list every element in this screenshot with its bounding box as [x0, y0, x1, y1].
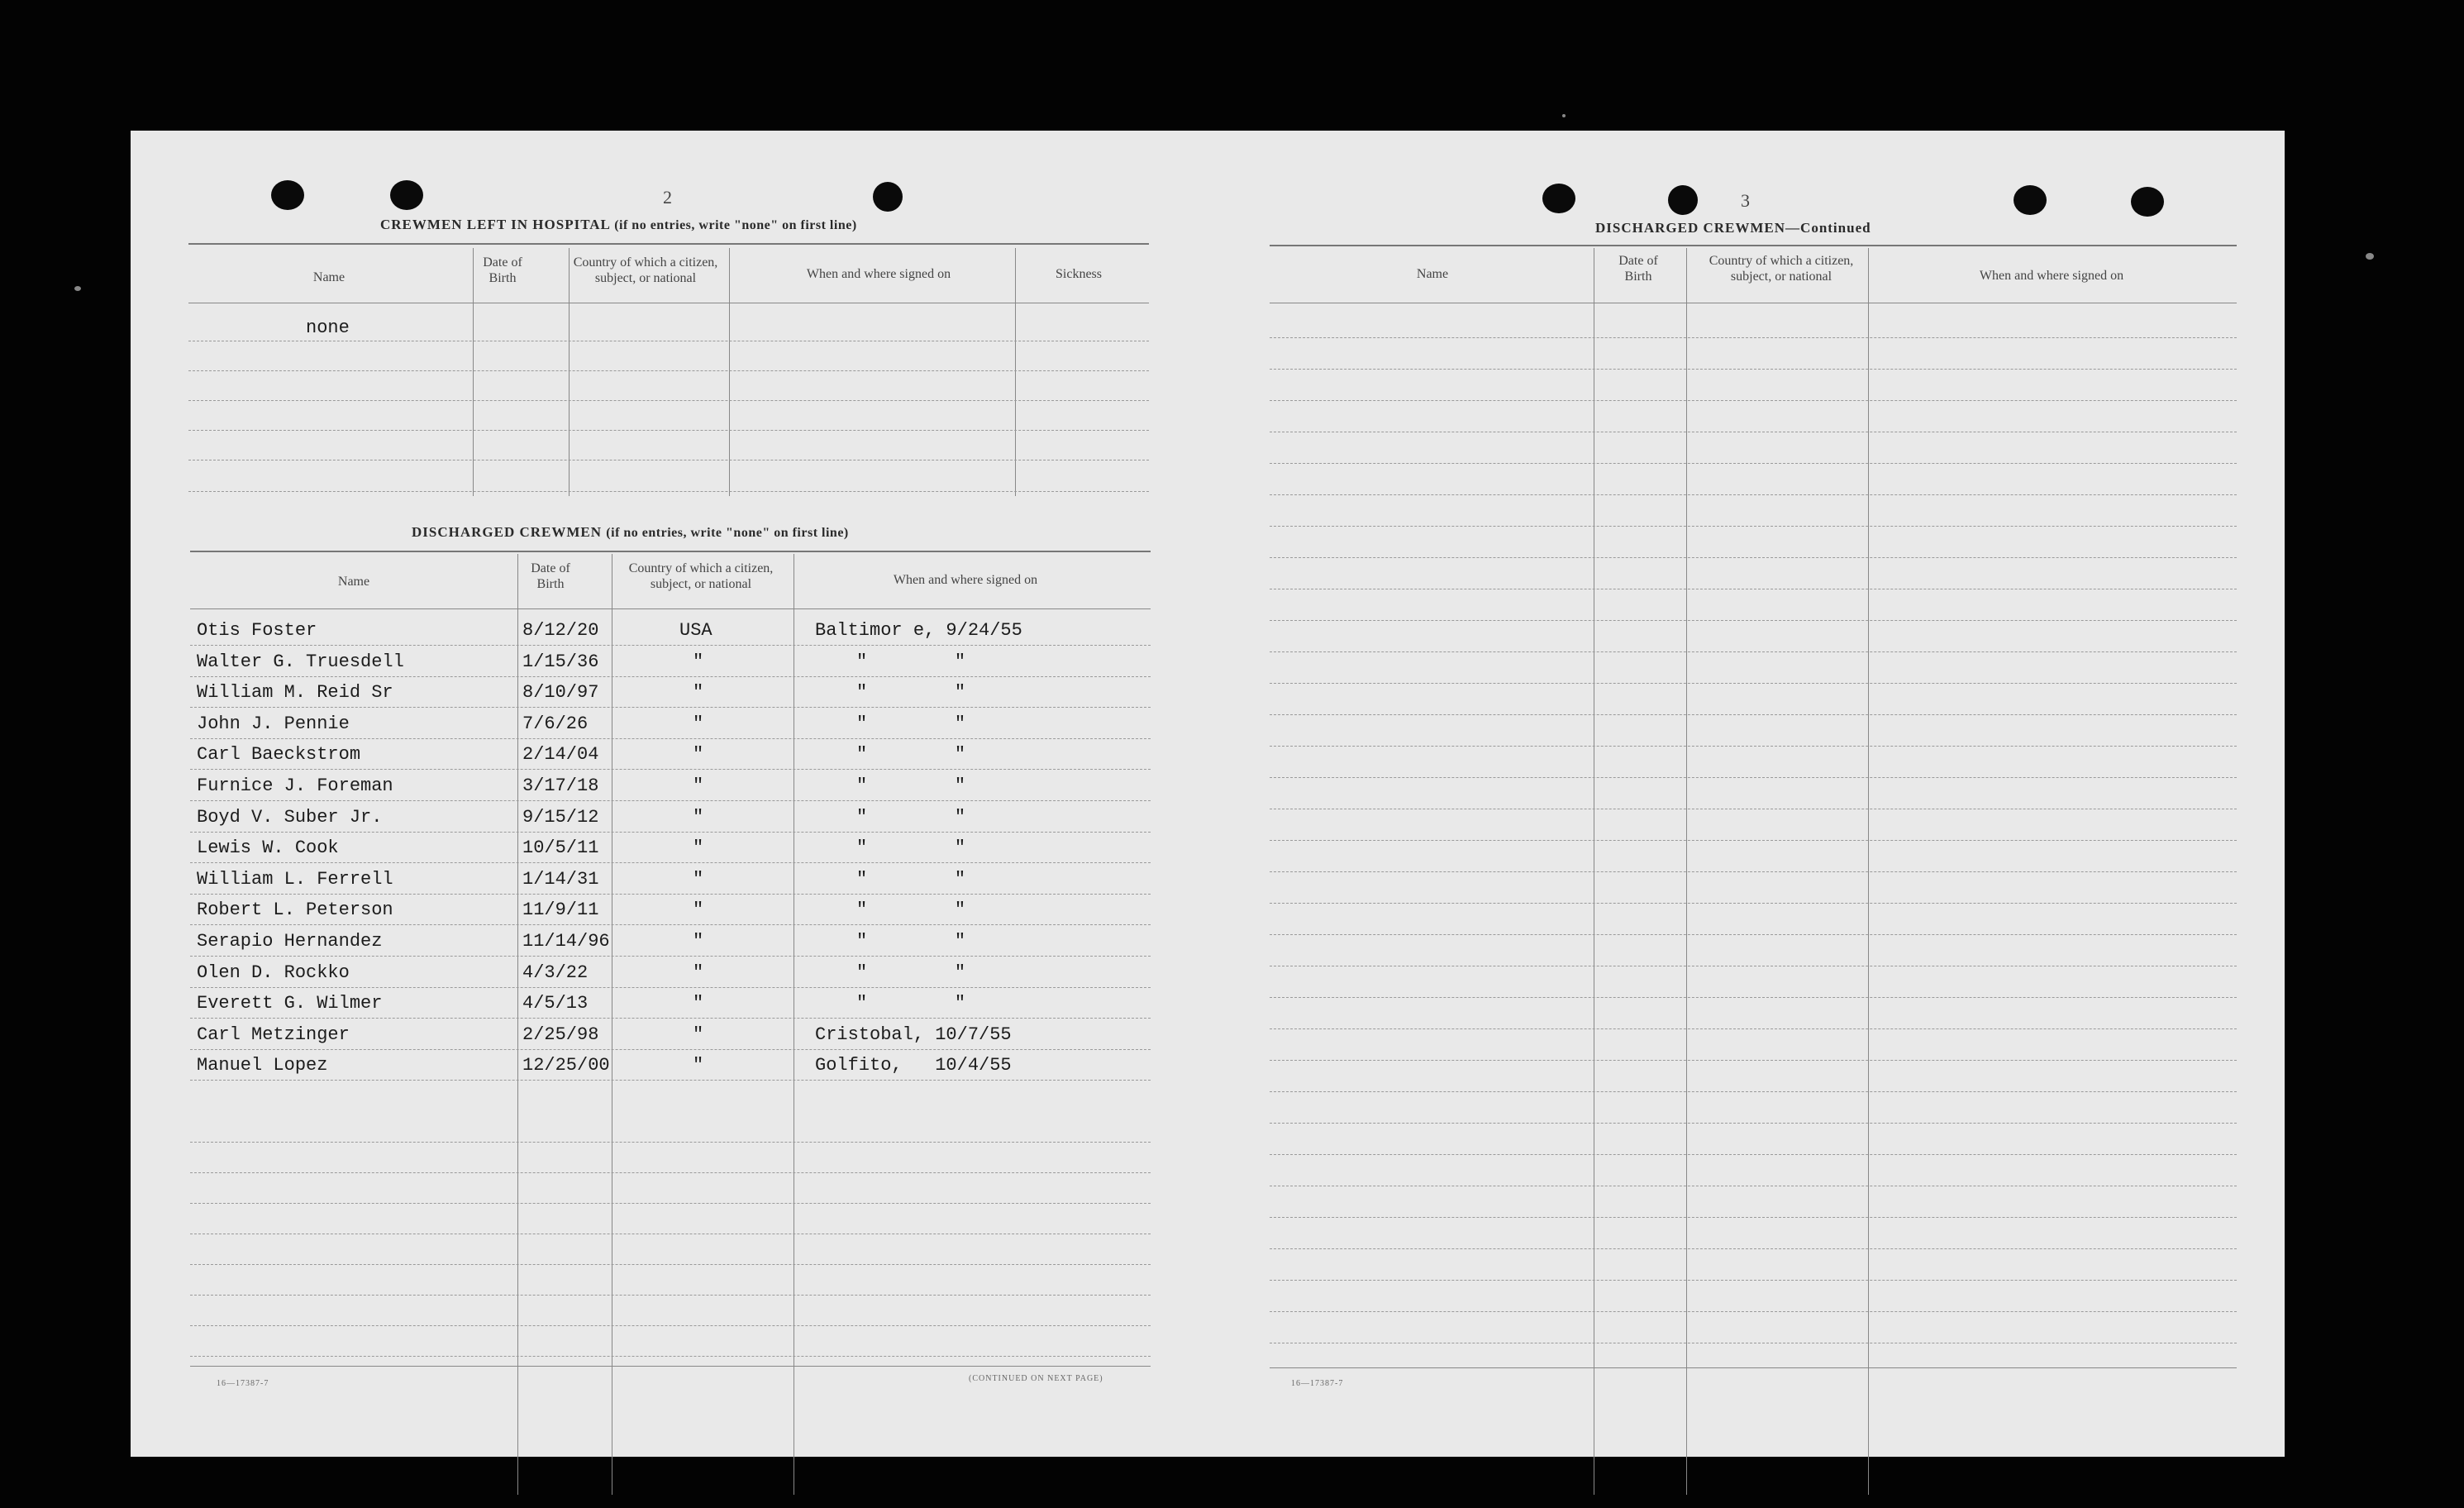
crewman-dob: 3/17/18 [522, 775, 599, 796]
punch-hole [390, 180, 423, 210]
crewman-name: Lewis W. Cook [197, 838, 339, 858]
hospital-row-line [188, 460, 1149, 461]
discharged-title-text: DISCHARGED CREWMEN [412, 524, 603, 540]
table-row-line [190, 1018, 1151, 1019]
crewman-signed-on: " " [856, 744, 966, 765]
table-row-line [190, 1203, 1151, 1204]
table-row-line [190, 832, 1151, 833]
table-row-line [1270, 934, 2237, 935]
crewman-name: Carl Baeckstrom [197, 744, 361, 765]
table-row-line [190, 1295, 1151, 1296]
table-bottom-rule [190, 1366, 1151, 1367]
table-row-line [190, 1356, 1151, 1357]
crewman-signed-on: " " [856, 713, 966, 734]
table-row-line [1270, 1060, 2237, 1061]
crewman-country: " [693, 931, 704, 952]
crewman-dob: 2/14/04 [522, 744, 599, 765]
right-col-when: When and where signed on [1979, 269, 2124, 283]
crewman-signed-on: " " [856, 807, 966, 828]
punch-hole [1542, 184, 1575, 213]
crewman-name: Serapio Hernandez [197, 931, 383, 952]
crewman-dob: 4/3/22 [522, 962, 589, 983]
scan-speck [2366, 253, 2374, 260]
table-row-line [1270, 1091, 2237, 1092]
crewman-name: Robert L. Peterson [197, 900, 393, 920]
crewman-country: " [693, 1055, 704, 1076]
discharged-header-rule [190, 608, 1151, 609]
crewman-signed-on: " " [856, 931, 966, 952]
right-top-rule [1270, 245, 2237, 246]
table-row-line [1270, 1028, 2237, 1029]
table-row-line [1270, 369, 2237, 370]
table-row-line [1270, 620, 2237, 621]
hospital-col-when: When and where signed on [806, 267, 951, 281]
crewman-dob: 7/6/26 [522, 713, 589, 734]
table-row-line [190, 707, 1151, 708]
crewman-country: " [693, 869, 704, 890]
hospital-col-sickness: Sickness [1056, 267, 1102, 281]
crewman-dob: 10/5/11 [522, 838, 599, 858]
table-row-line [190, 894, 1151, 895]
table-row-line [1270, 1311, 2237, 1312]
crewman-name: Everett G. Wilmer [197, 993, 383, 1014]
crewman-dob: 1/15/36 [522, 651, 599, 672]
right-form-number: 16—17387-7 [1291, 1379, 1344, 1388]
discharged-col-dob: Date of Birth [531, 561, 570, 591]
table-row-line [190, 1080, 1151, 1081]
discharged-top-rule [190, 551, 1151, 552]
right-col-dob: Date of Birth [1618, 254, 1658, 284]
left-form-number: 16—17387-7 [217, 1379, 269, 1388]
hospital-col-dob: Date of Birth [483, 255, 522, 285]
punch-hole [271, 180, 304, 210]
table-row-line [1270, 557, 2237, 558]
table-row-line [1270, 494, 2237, 495]
table-row-line [190, 676, 1151, 677]
hospital-first-entry: none [306, 317, 350, 338]
table-row-line [190, 862, 1151, 863]
punch-hole [1668, 185, 1698, 215]
table-row-line [190, 738, 1151, 739]
crewman-signed-on: Golfito, 10/4/55 [815, 1055, 1012, 1076]
table-row-line [190, 956, 1151, 957]
crewman-name: Boyd V. Suber Jr. [197, 807, 383, 828]
crewman-name: Olen D. Rockko [197, 962, 350, 983]
crewman-country: " [693, 651, 704, 672]
crewman-dob: 1/14/31 [522, 869, 599, 890]
table-row-line [190, 1264, 1151, 1265]
scan-speck [1562, 114, 1566, 117]
table-row-line [190, 645, 1151, 646]
table-row-line [1270, 1123, 2237, 1124]
discharged-divider [517, 554, 518, 1495]
crewman-signed-on: " " [856, 651, 966, 672]
table-row-line [1270, 651, 2237, 652]
table-row-line [190, 924, 1151, 925]
crewman-country: " [693, 993, 704, 1014]
crewman-name: John J. Pennie [197, 713, 350, 734]
table-row-line [1270, 1154, 2237, 1155]
crewman-country: " [693, 962, 704, 983]
hospital-divider [473, 248, 474, 496]
crewman-signed-on: " " [856, 775, 966, 796]
right-col-country: Country of which a citizen, subject, or national [1709, 254, 1854, 284]
crewman-signed-on: " " [856, 682, 966, 703]
hospital-row-line [188, 491, 1149, 492]
crewman-name: William L. Ferrell [197, 869, 393, 890]
table-row-line [1270, 840, 2237, 841]
table-row-line [1270, 337, 2237, 338]
continued-note: (CONTINUED ON NEXT PAGE) [969, 1374, 1103, 1383]
crewman-country: " [693, 838, 704, 858]
hospital-row-line [188, 430, 1149, 431]
right-section-title: DISCHARGED CREWMEN—Continued [1595, 220, 1871, 236]
crewman-name: Manuel Lopez [197, 1055, 328, 1076]
hospital-row-line [188, 370, 1149, 371]
hospital-section-title [380, 217, 857, 233]
table-row-line [1270, 526, 2237, 527]
punch-hole [2014, 185, 2047, 215]
crewman-country: " [693, 775, 704, 796]
left-page-number: 2 [663, 187, 672, 208]
hospital-col-country: Country of which a citizen, subject, or national [573, 255, 718, 285]
table-row-line [190, 1325, 1151, 1326]
discharged-col-name: Name [337, 575, 370, 589]
crewman-dob: 11/14/96 [522, 931, 610, 952]
crewman-dob: 8/10/97 [522, 682, 599, 703]
table-row-line [1270, 871, 2237, 872]
scan-speck [74, 286, 81, 291]
discharged-section-title [412, 524, 849, 541]
crewman-signed-on: " " [856, 869, 966, 890]
hospital-row-line [188, 400, 1149, 401]
crewman-dob: 11/9/11 [522, 900, 599, 920]
table-bottom-rule [1270, 1367, 2237, 1368]
crewman-name: Carl Metzinger [197, 1024, 350, 1045]
table-row-line [1270, 1248, 2237, 1249]
hospital-divider [729, 248, 730, 496]
crewman-country: " [693, 744, 704, 765]
crewman-name: William M. Reid Sr [197, 682, 393, 703]
crewman-signed-on: " " [856, 900, 966, 920]
hospital-title-text: CREWMEN LEFT IN HOSPITAL [380, 217, 610, 232]
crewman-signed-on: Cristobal, 10/7/55 [815, 1024, 1012, 1045]
table-row-line [190, 1142, 1151, 1143]
document-sheet [131, 131, 2285, 1457]
punch-hole [2131, 187, 2164, 217]
table-row-line [1270, 777, 2237, 778]
hospital-top-rule [188, 243, 1149, 245]
crewman-signed-on: " " [856, 838, 966, 858]
hospital-divider [1015, 248, 1016, 496]
table-row-line [1270, 463, 2237, 464]
punch-hole [873, 182, 903, 212]
discharged-col-when: When and where signed on [893, 573, 1038, 587]
right-page-number: 3 [1741, 190, 1750, 211]
table-row-line [190, 987, 1151, 988]
crewman-country: " [693, 807, 704, 828]
table-row-line [1270, 997, 2237, 998]
hospital-divider [569, 248, 570, 496]
hospital-col-name: Name [312, 270, 346, 284]
crewman-name: Otis Foster [197, 620, 317, 641]
discharged-col-country: Country of which a citizen, subject, or national [628, 561, 774, 591]
table-row-line [190, 769, 1151, 770]
crewman-country: " [693, 682, 704, 703]
crewman-dob: 2/25/98 [522, 1024, 599, 1045]
crewman-dob: 9/15/12 [522, 807, 599, 828]
hospital-note: (if no entries, write "none" on first line) [614, 218, 857, 232]
table-row-line [1270, 683, 2237, 684]
crewman-name: Walter G. Truesdell [197, 651, 404, 672]
table-row-line [1270, 746, 2237, 747]
right-col-name: Name [1416, 267, 1449, 281]
crewman-country: " [693, 1024, 704, 1045]
table-row-line [1270, 903, 2237, 904]
crewman-country: " [693, 713, 704, 734]
crewman-signed-on: " " [856, 993, 966, 1014]
table-row-line [190, 1049, 1151, 1050]
crewman-country: " [693, 900, 704, 920]
crewman-signed-on: " " [856, 962, 966, 983]
crewman-name: Furnice J. Foreman [197, 775, 393, 796]
crewman-signed-on: Baltimor e, 9/24/55 [815, 620, 1022, 641]
table-row-line [1270, 714, 2237, 715]
discharged-note: (if no entries, write "none" on first line) [606, 526, 849, 540]
crewman-dob: 8/12/20 [522, 620, 599, 641]
table-row-line [1270, 400, 2237, 401]
table-row-line [190, 800, 1151, 801]
crewman-dob: 12/25/00 [522, 1055, 610, 1076]
table-row-line [190, 1172, 1151, 1173]
table-row-line [1270, 1280, 2237, 1281]
crewman-country: USA [679, 620, 713, 641]
table-row-line [1270, 1217, 2237, 1218]
crewman-dob: 4/5/13 [522, 993, 589, 1014]
